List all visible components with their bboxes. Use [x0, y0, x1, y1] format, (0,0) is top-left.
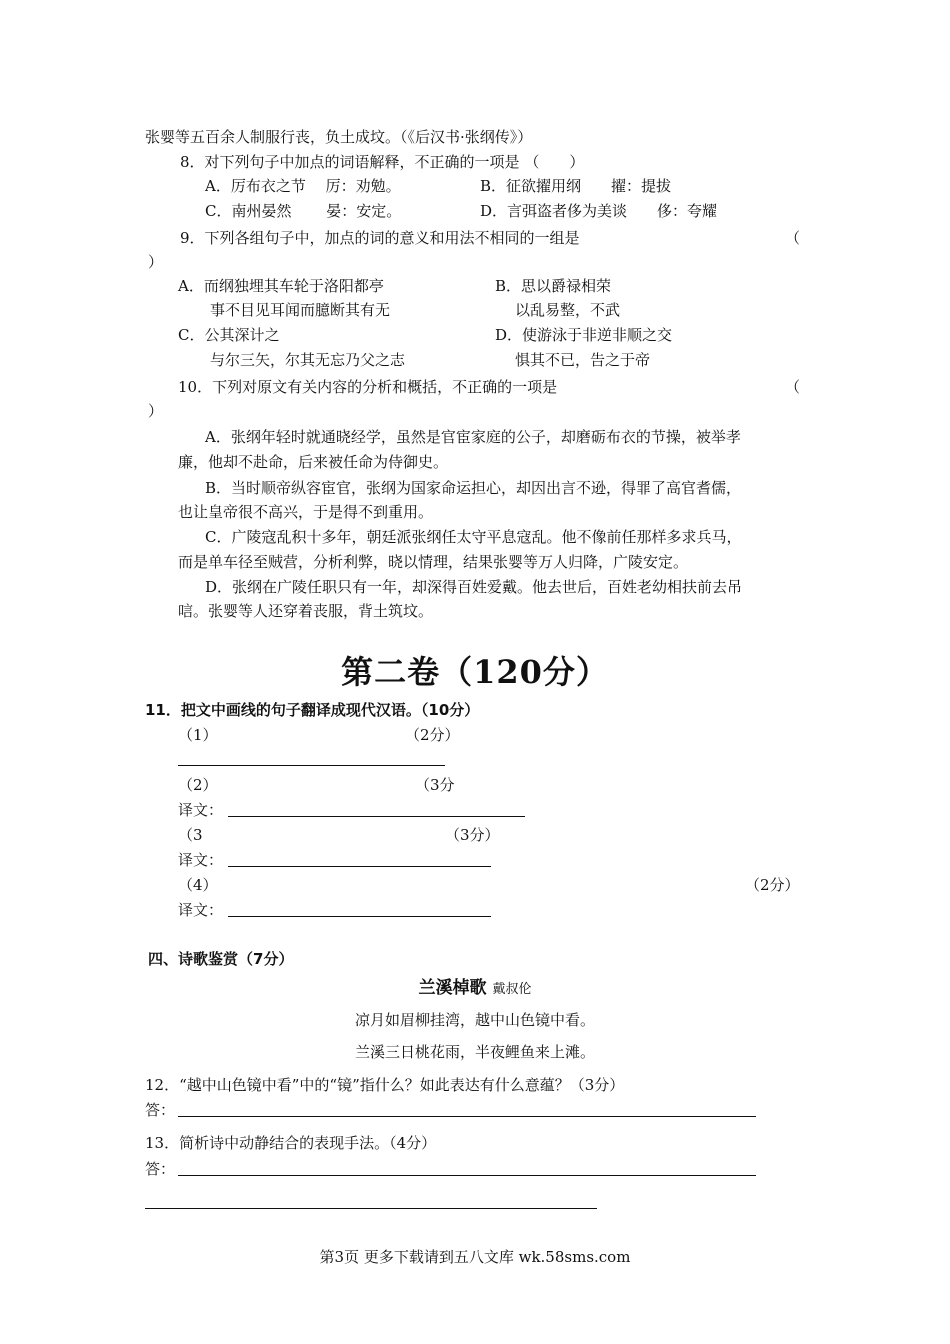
q11-sub4-answer-line[interactable] [228, 916, 491, 917]
poem-title: 兰溪棹歌 [418, 978, 487, 998]
q11-sub1-score: （2分） [405, 726, 460, 744]
q8-option-d: D．言弭盗者侈为美谈 侈：夸耀 [480, 202, 718, 220]
poem-line-2: 兰溪三日桃花雨，半夜鲤鱼来上滩。 [354, 1043, 595, 1061]
q12-answer-line[interactable] [178, 1116, 756, 1117]
q11-sub3: （3 [178, 826, 203, 844]
q11-sub1-answer-line[interactable] [178, 765, 445, 766]
q9-option-c2: 与尔三矢，尔其无忘乃父之志 [210, 351, 406, 369]
q11-sub4: （4） [178, 876, 218, 894]
q10-option-d2: 唁。张婴等人还穿着丧服，背土筑坟。 [178, 602, 434, 620]
q8-option-b: B．征欲擢用纲 擢：提拔 [480, 177, 672, 195]
q10-option-d1: D．张纲在广陵任职只有一年，却深得百姓爱戴。他去世后，百姓老幼相扶前去吊 [205, 578, 743, 596]
q13-answer-line-2[interactable] [145, 1208, 597, 1209]
section4-heading: 四、诗歌鉴赏（7分） [148, 950, 294, 968]
q10-option-a1: A．张纲年轻时就通晓经学，虽然是官宦家庭的公子，却磨砺布衣的节操，被举孝 [205, 428, 741, 446]
q8-stem: 8．对下列句子中加点的词语解释，不正确的一项是 （ ） [180, 153, 585, 171]
q11-sub4-label: 译文： [178, 901, 224, 919]
q9-paren-open: （ [785, 229, 801, 247]
q9-option-d2: 惧其不已，告之于帝 [515, 351, 651, 369]
q10-option-b1: B．当时顺帝纵容宦官，张纲为国家命运担心，却因出言不逊，得罪了高官耆儒， [205, 479, 742, 497]
q9-option-a1: A．而纲独埋其车轮于洛阳都亭 [178, 277, 384, 295]
q10-stem: 10．下列对原文有关内容的分析和概括，不正确的一项是 [178, 378, 558, 396]
q9-option-a2: 事不目见耳闻而臆断其有无 [210, 301, 391, 319]
q11-sub1: （1） [178, 726, 218, 744]
q10-option-c1: C．广陵寇乱积十多年，朝廷派张纲任太守平息寇乱。他不像前任那样多求兵马， [205, 528, 742, 546]
q12-answer-label: 答： [145, 1101, 176, 1119]
q11-sub2: （2） [178, 776, 218, 794]
q10-option-b2: 也让皇帝很不高兴，于是得不到重用。 [178, 503, 434, 521]
q9-paren-close: ） [148, 253, 164, 271]
q10-option-c2: 而是单车径至贼营，分析利弊，晓以情理，结果张婴等万人归降，广陵安定。 [178, 553, 689, 571]
q9-option-d1: D．使游泳于非逆非顺之交 [495, 326, 673, 344]
q12-stem: 12．“越中山色镜中看”中的“镜”指什么？如此表达有什么意蕴？（3分） [145, 1076, 625, 1094]
q9-stem: 9．下列各组句子中，加点的词的意义和用法不相同的一组是 [180, 229, 580, 247]
q10-paren-close: ） [148, 402, 164, 420]
q11-sub3-score: （3分） [445, 826, 500, 844]
q10-option-a2: 廉，他却不赴命，后来被任命为侍御史。 [178, 453, 449, 471]
q11-sub2-answer-line[interactable] [228, 816, 525, 817]
intro-line: 张婴等五百余人制服行丧，负土成坟。（《后汉书·张纲传》） [145, 128, 533, 146]
q8-option-a: A．厉布衣之节 厉：劝勉。 [205, 177, 401, 195]
q10-paren-open: （ [785, 378, 801, 396]
poem-line-1: 凉月如眉柳挂湾，越中山色镜中看。 [354, 1011, 595, 1029]
page-footer: 第3页 更多下载请到五八文库 wk.58sms.com [319, 1248, 631, 1266]
q8-option-c: C．南州晏然 晏：安定。 [205, 202, 402, 220]
q9-option-b1: B．思以爵禄相荣 [495, 277, 612, 295]
q9-option-c1: C．公其深计之 [178, 326, 280, 344]
q11-sub2-score: （3分 [415, 776, 455, 794]
poem-author: 戴叔伦 [492, 982, 532, 997]
q11-stem: 11．把文中画线的句子翻译成现代汉语。（10分） [145, 701, 480, 719]
q11-sub3-label: 译文： [178, 851, 224, 869]
q11-sub2-label: 译文： [178, 801, 224, 819]
q11-sub3-answer-line[interactable] [228, 866, 491, 867]
q13-answer-label: 答： [145, 1160, 176, 1178]
section2-title: 第二卷（120分） [341, 653, 609, 691]
q13-stem: 13．简析诗中动静结合的表现手法。（4分） [145, 1134, 437, 1152]
q9-option-b2: 以乱易整，不武 [515, 301, 621, 319]
poem-title-block [0, 973, 950, 998]
q11-sub4-score: （2分） [745, 876, 800, 894]
q13-answer-line-1[interactable] [178, 1175, 756, 1176]
